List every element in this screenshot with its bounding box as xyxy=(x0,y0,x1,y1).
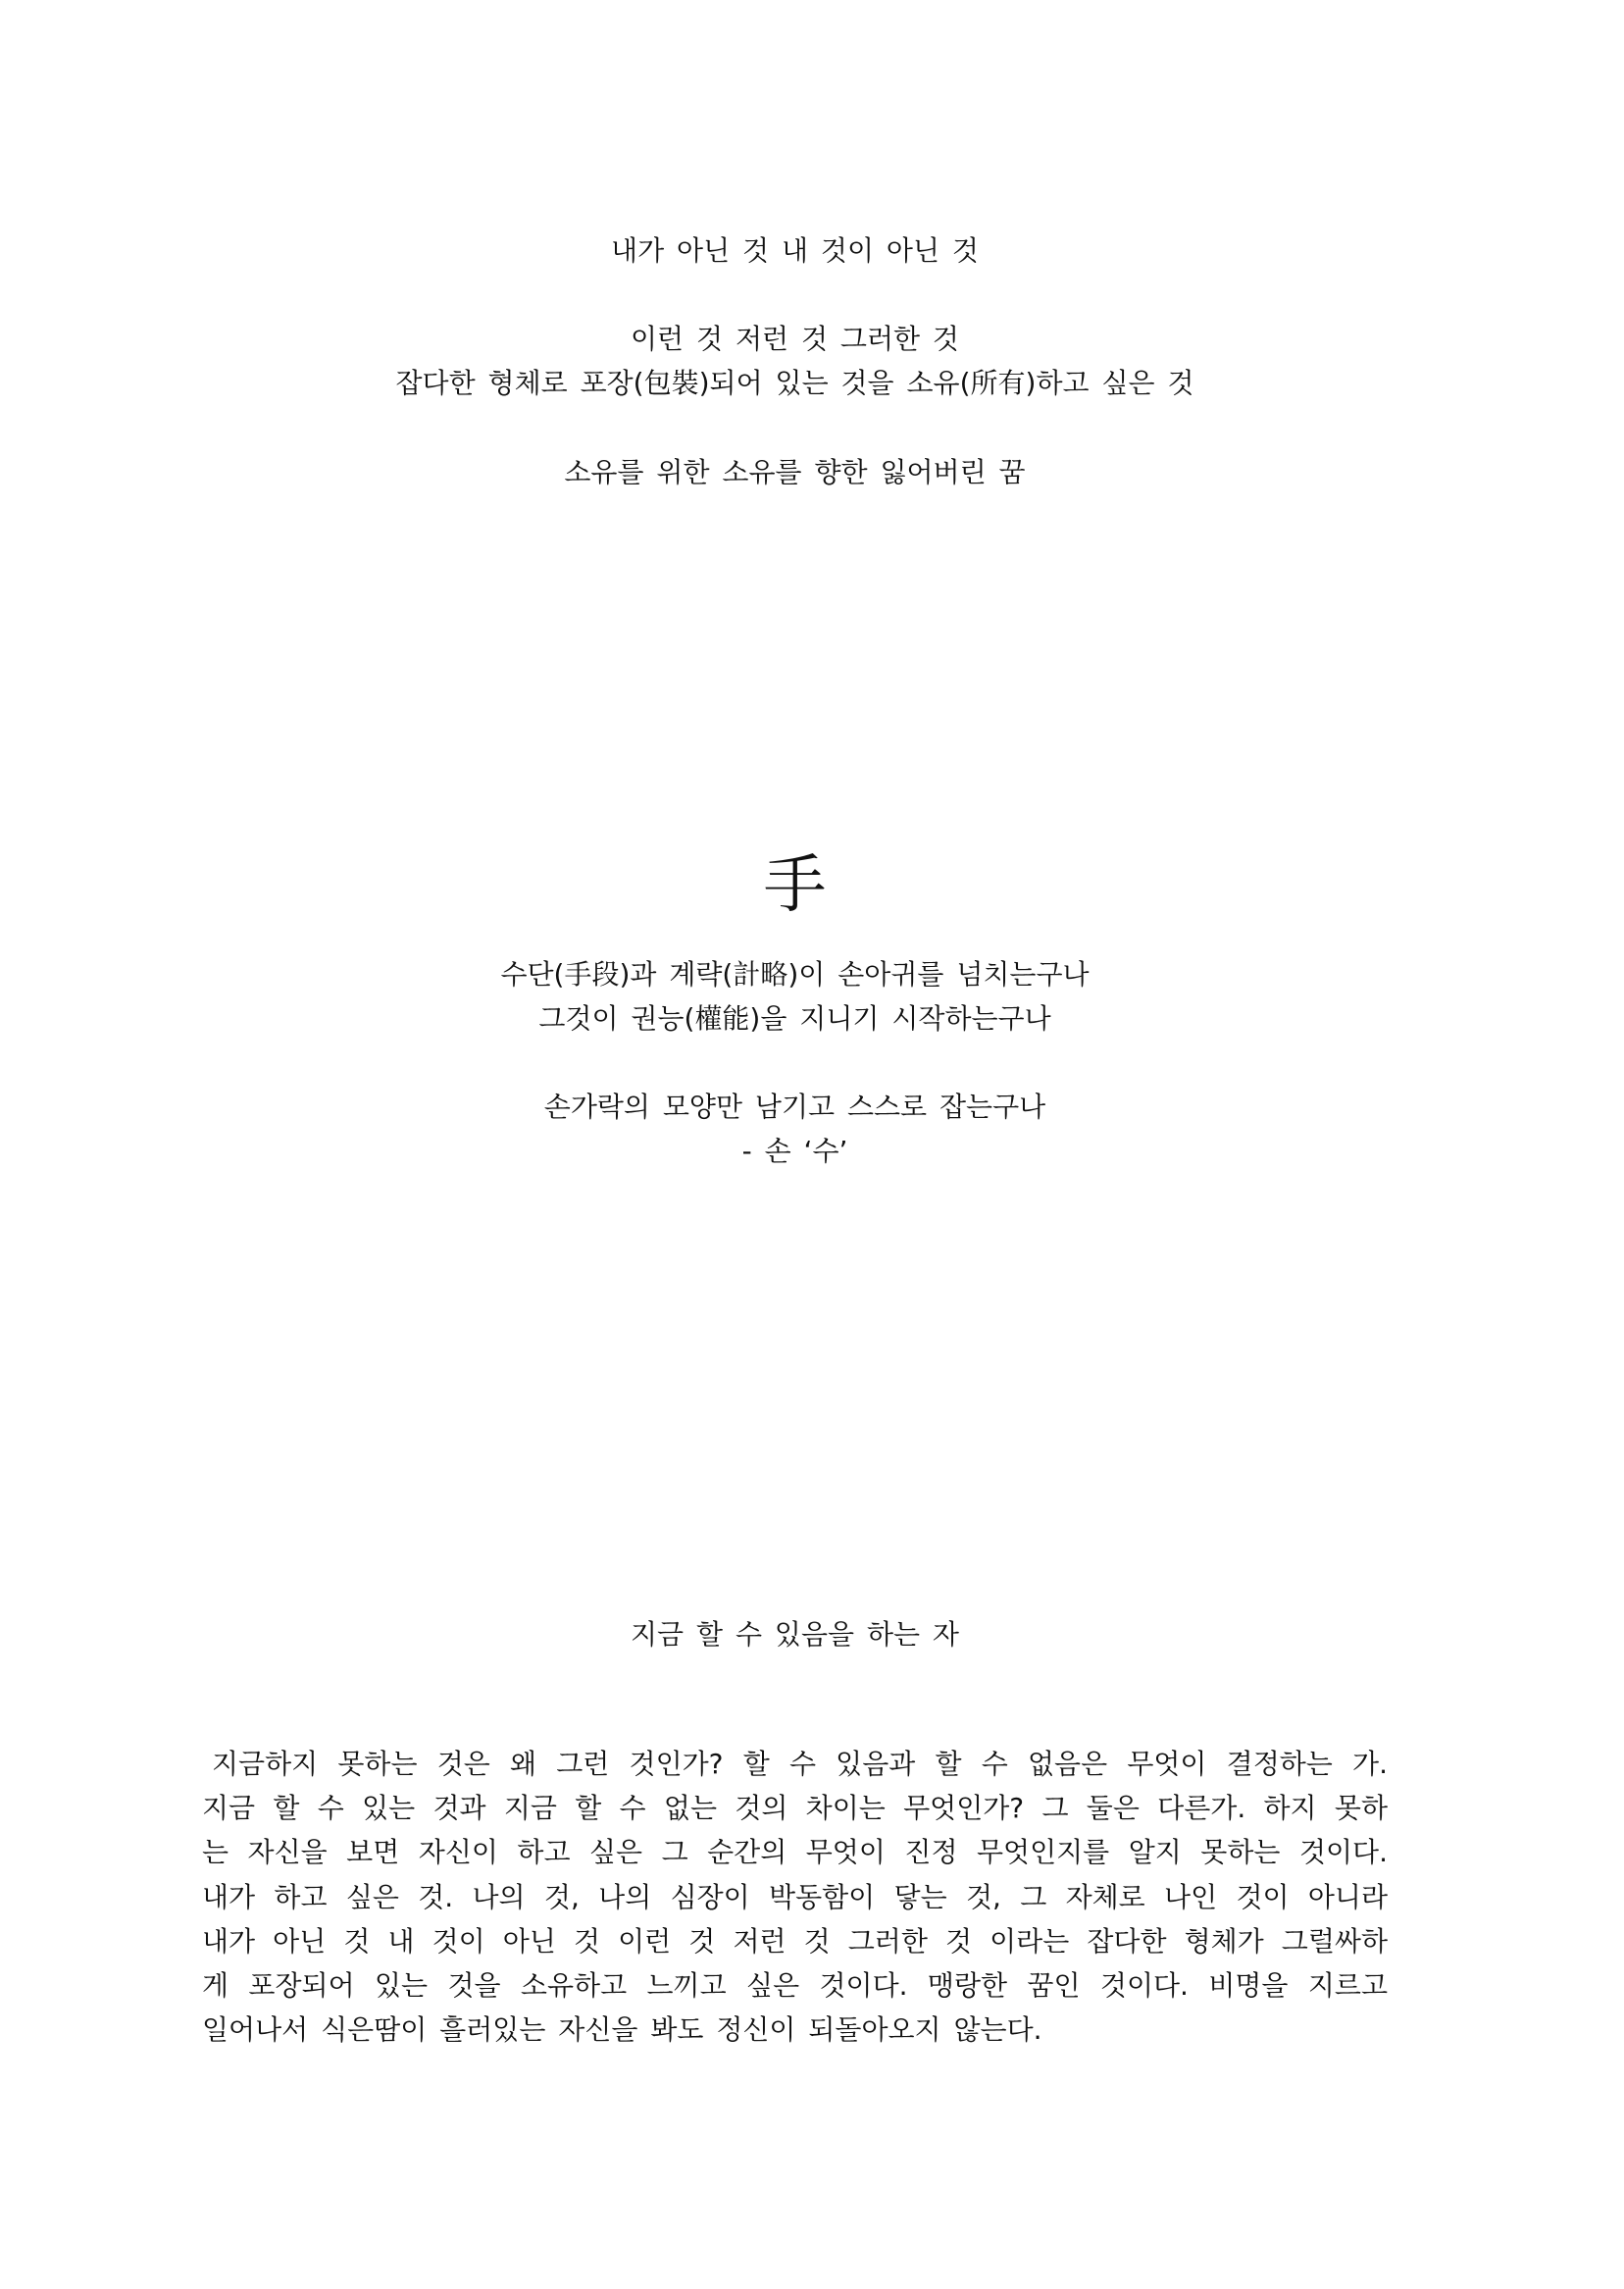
verse-line: 잡다한 형체로 포장(包裝)되어 있는 것을 소유(所有)하고 싶은 것 xyxy=(395,367,1194,399)
verse-line: 수단(手段)과 계략(計略)이 손아귀를 넘치는구나 xyxy=(500,958,1090,991)
paragraph-line: 일어나서 식은땀이 흘러있는 자신을 봐도 정신이 되돌아오지 않는다. xyxy=(202,2013,1042,2046)
paragraph-line: 지금하지 못하는 것은 왜 그런 것인가? 할 수 있음과 할 수 없음은 무엇이 결정하는 가. xyxy=(212,1748,1388,1780)
verse-attribution: - 손 ‘수’ xyxy=(741,1135,848,1167)
verse-line: 손가락의 모양만 남기고 스스로 잡는구나 xyxy=(543,1091,1046,1123)
verse-line: 그것이 권능(權能)을 지니기 시작하는구나 xyxy=(538,1002,1051,1035)
verse-line: 이런 것 저런 것 그러한 것 xyxy=(631,323,959,355)
paragraph-line: 게 포장되어 있는 것을 소유하고 느끼고 싶은 것이다. 맹랑한 꿈인 것이다. 비명을 지르고 xyxy=(202,1969,1388,2002)
essay-title: 지금 할 수 있음을 하는 자 xyxy=(631,1618,959,1651)
paragraph-line: 내가 하고 싶은 것. 나의 것, 나의 심장이 박동함이 닿는 것, 그 자체로 나인 것이 아니라 xyxy=(202,1881,1388,1913)
paragraph-line: 내가 아닌 것 내 것이 아닌 것 이런 것 저런 것 그러한 것 이라는 잡다한 형체가 그럴싸하 xyxy=(202,1925,1388,1958)
paragraph-line: 지금 할 수 있는 것과 지금 할 수 없는 것의 차이는 무엇인가? 그 둘은 다른가. 하지 못하 xyxy=(202,1792,1388,1824)
hanja-title: 手 xyxy=(763,849,827,922)
paragraph-line: 는 자신을 보면 자신이 하고 싶은 그 순간의 무엇이 진정 무엇인지를 알지 못하는 것이다. xyxy=(202,1836,1388,1868)
verse-line: 소유를 위한 소유를 향한 잃어버린 꿈 xyxy=(564,456,1026,488)
verse-line: 내가 아닌 것 내 것이 아닌 것 xyxy=(611,234,979,267)
